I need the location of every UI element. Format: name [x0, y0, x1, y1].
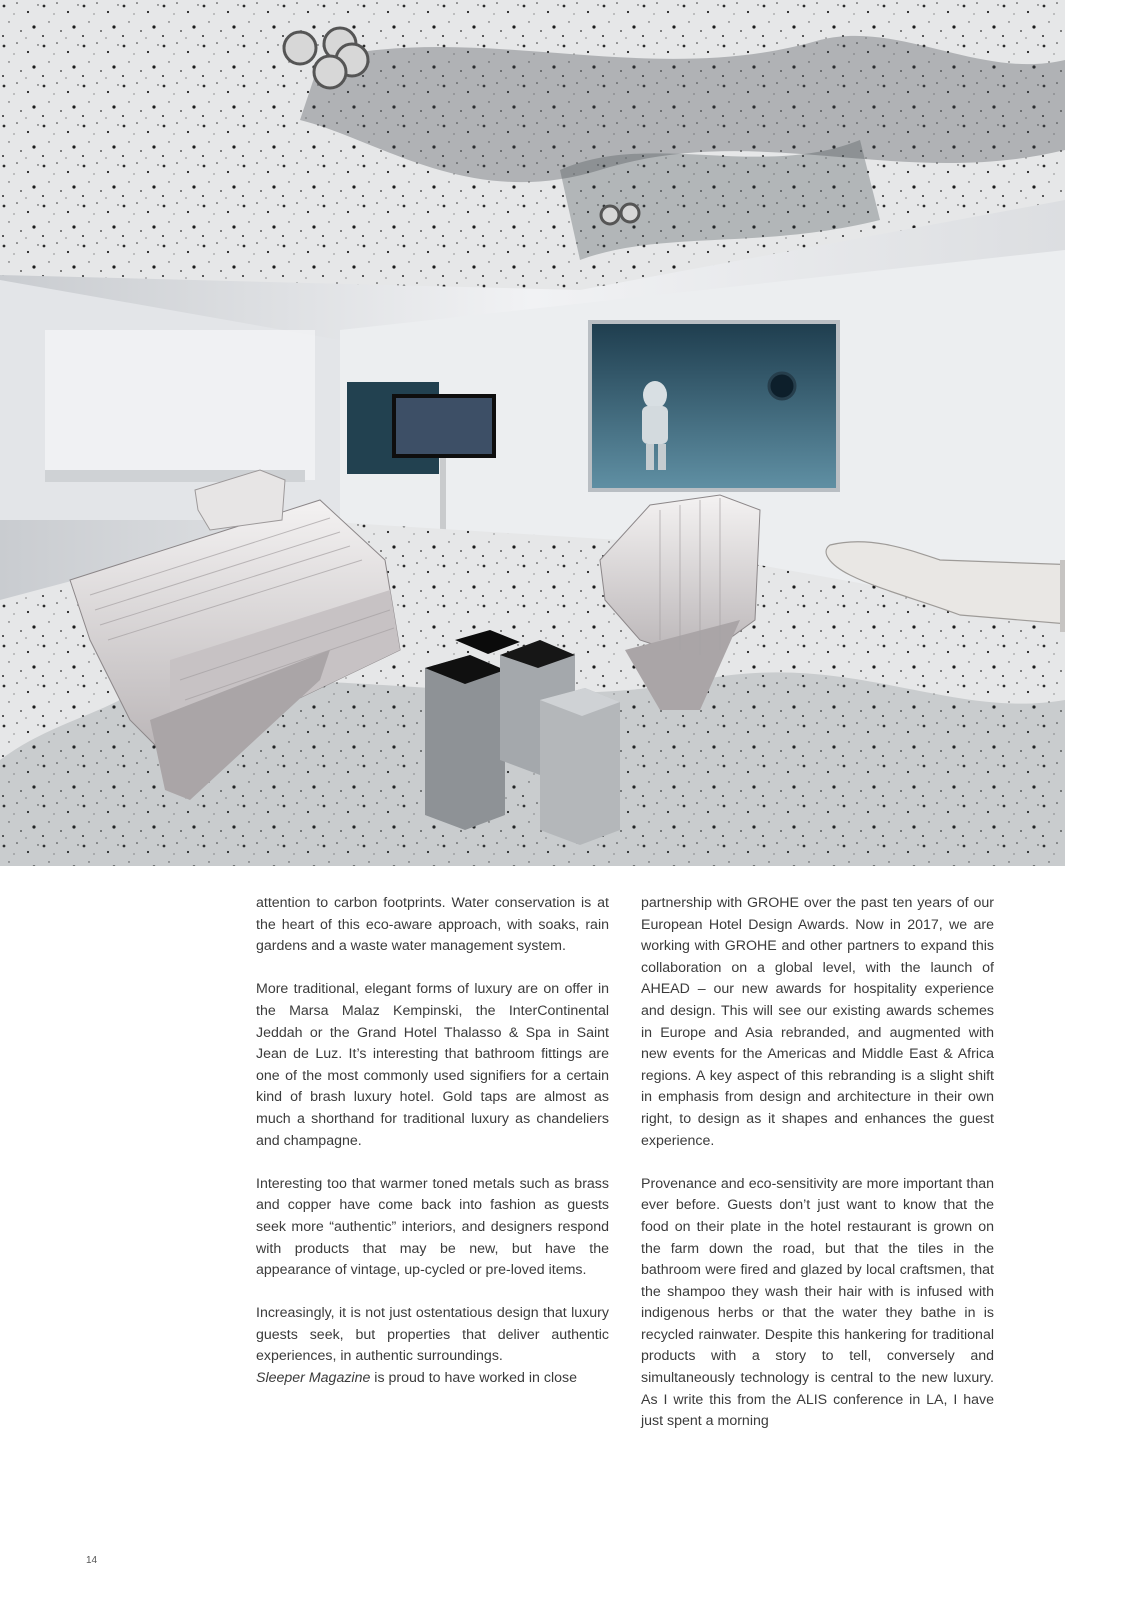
paragraph: Provenance and eco-sensitivity are more important than ever before. Guests don’t just want to know that the food on their plate in the hotel restaurant is grown on the farm down the road, but that the tiles in the bathroom were fired and glazed by local craftsmen, that the shampoo they wash their hair with is infused with indigenous herbs or that the water they bathe in is recycled rainwater. Despite this hankering for traditional products with a story to tell, conversely and simultaneously technology is central to the new luxury. As I write this from the ALIS conference in LA, I have just spent a morning	[641, 1175, 994, 1430]
paragraph: Interesting too that warmer toned metals such as brass and copper have come back into fashion as guests seek more “authentic” interiors, and designers respond with products that may be new, but have the appearance of vintage, up-cycled or pre-loved items.	[256, 1175, 609, 1279]
article-column-right	[641, 893, 994, 1433]
article-column-left	[256, 893, 609, 1390]
page-number: 14	[86, 1555, 98, 1566]
paragraph: More traditional, elegant forms of luxury are on offer in the Marsa Malaz Kempinski, the InterContinental Jeddah or the Grand Hotel Thalasso & Spa in Saint Jean de Luz. It’s interesting that bathroom fittings are one of the most commonly used signifiers for a certain kind of brash luxury hotel. Gold taps are almost as much a shorthand for traditional luxury as chandeliers and champagne.	[256, 981, 609, 1149]
paragraph: attention to carbon footprints. Water conservation is at the heart of this eco-aware approach, with soaks, rain gardens and a waste water management system.	[256, 895, 609, 955]
paragraph-text: is proud to have worked in close	[370, 1370, 577, 1387]
paragraph: Increasingly, it is not just ostentatious design that luxury guests seek, but properties that deliver authentic experiences, in authentic surroundings.	[256, 1305, 609, 1365]
magazine-name: Sleeper Magazine	[256, 1370, 371, 1387]
paragraph: partnership with GROHE over the past ten years of our European Hotel Design Awards. Now in 2017, we are working with GROHE and other partners to expand this collaboration on a global level, with the launch of AHEAD – our new awards for hospitality experience and design. This will see our existing awards schemes in Europe and Asia rebranded, and augmented with new events for the Americas and Middle East & Africa regions. A key aspect of this rebranding is a slight shift in emphasis from design and architecture in their own right, to design as it shapes and enhances the guest experience.	[641, 895, 994, 1149]
paragraph-continued	[256, 1368, 609, 1390]
